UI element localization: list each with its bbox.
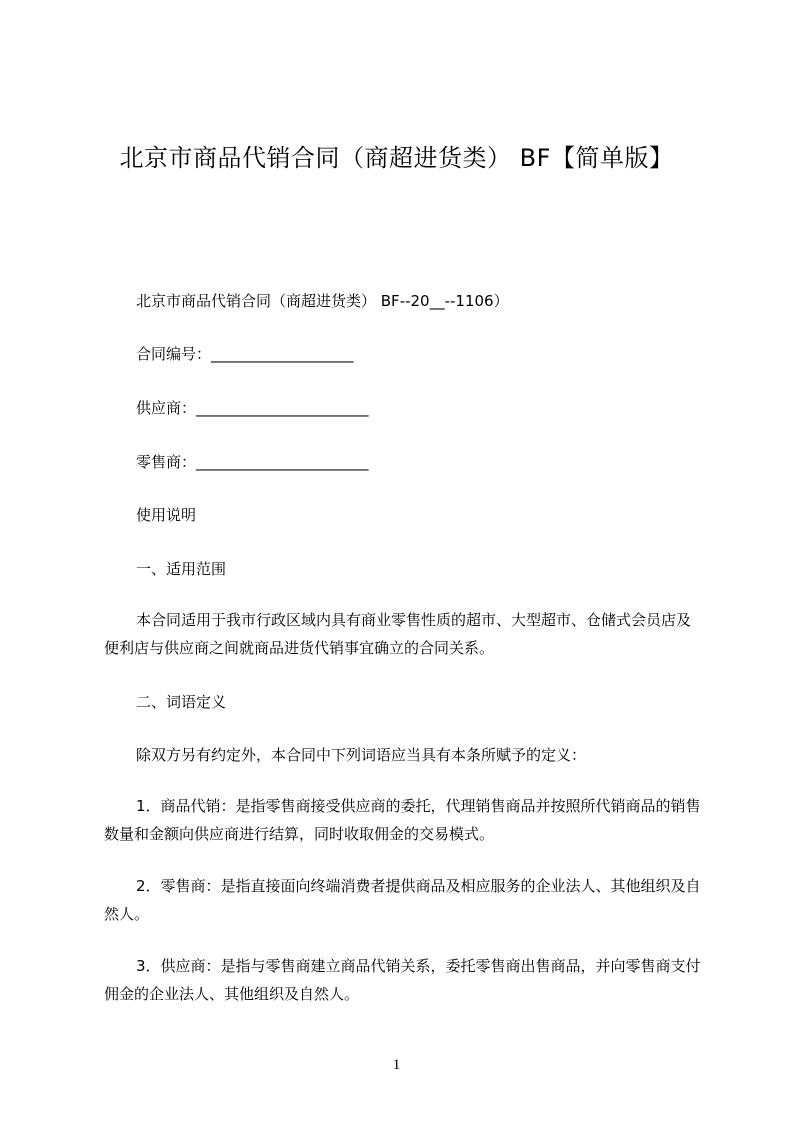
definition-item: 1．商品代销：是指零售商接受供应商的委托，代理销售商品并按照所代销商品的销售数量和金额向供应商进行结算，同时收取佣金的交易模式。	[104, 797, 701, 843]
document-title: 北京市商品代销合同（商超进货类） BF【简单版】	[119, 144, 674, 172]
contract-number-field: 合同编号：___________________	[136, 345, 354, 363]
section-2-heading: 二、词语定义	[136, 693, 227, 711]
section-2-intro: 除双方另有约定外，本合同中下列词语应当具有本条所赋予的定义：	[136, 746, 587, 764]
page-number: 1	[392, 1057, 401, 1073]
instructions-heading: 使用说明	[136, 506, 197, 524]
document-subtitle: 北京市商品代销合同（商超进货类） BF--20__--1106）	[136, 292, 509, 310]
supplier-field: 供应商：_______________________	[136, 399, 369, 417]
definition-item: 3．供应商：是指与零售商建立商品代销关系，委托零售商出售商品，并向零售商支付佣金的企业法人、其他组织及自然人。	[104, 957, 701, 1003]
section-1-heading: 一、适用范围	[136, 560, 227, 578]
definition-item: 2．零售商：是指直接面向终端消费者提供商品及相应服务的企业法人、其他组织及自然人。	[104, 877, 701, 923]
section-1-body: 本合同适用于我市行政区域内具有商业零售性质的超市、大型超市、仓储式会员店及便利店与供应商之间就商品进货代销事宜确立的合同关系。	[104, 611, 692, 657]
retailer-field: 零售商：_______________________	[136, 453, 369, 471]
